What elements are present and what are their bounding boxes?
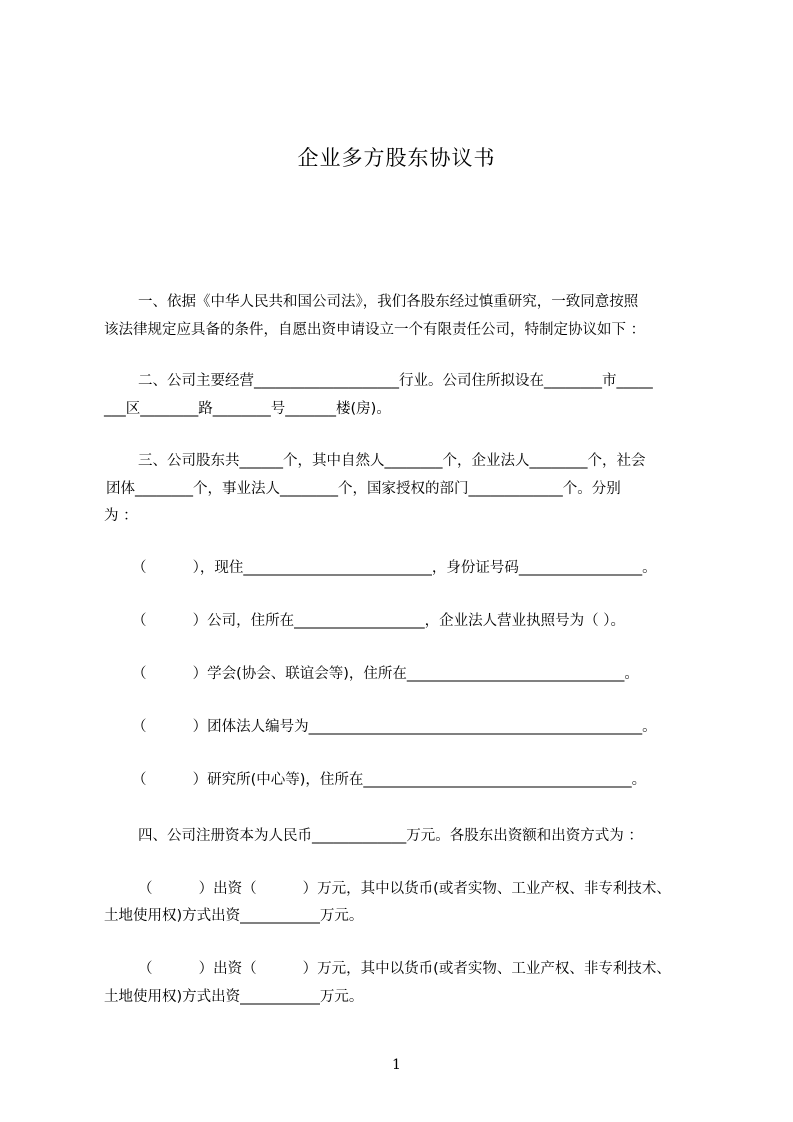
contribution-1-line-2: 土地使用权)方式出资___________万元。 [104,908,364,924]
clause-1-line-1: 一、依据《中华人民共和国公司法》，我们各股东经过慎重研究，一致同意按照 [138,294,639,310]
contribution-2-line-2: 土地使用权)方式出资___________万元。 [104,989,364,1005]
clause-4-line-1: 四、公司注册资本为人民币_____________万元。各股东出资额和出资方式为 ： [138,828,643,844]
clause-1-line-2: 该法律规定应具备的条件，自愿出资申请设立一个有限责任公司，特制定协议如下 ： [104,322,646,338]
clause-2-line-1: 二、公司主要经营____________________行业。公司住所拟设在________市_____ [138,373,653,389]
shareholder-item-institute: （ ）研究所(中心等)，住所在_____________________________________。 [132,772,647,788]
shareholder-item-society: （ ）学会(协会、联谊会等)，住所在______________________________。 [132,666,639,682]
shareholder-item-natural-person: （ ），现住__________________________，身份证号码_________________。 [132,560,657,576]
contribution-2-line-1: （ ）出资（ ）万元，其中以货币(或者实物、工业产权、非专利技术、 [138,961,671,977]
page-number: 1 [392,1057,401,1073]
shareholder-item-company: （ ）公司，住所在__________________，企业法人营业执照号为（ ）。 [132,613,625,629]
shareholder-item-group: （ ）团体法人编号为______________________________________________。 [132,719,657,735]
clause-2-line-2: ___区________路________号_______楼(房)。 [104,401,391,417]
clause-3-line-2: 团体________个，事业法人________个，国家授权的部门_____________个。分别 [106,481,621,497]
clause-3-line-1: 三、公司股东共______个，其中自然人________个，企业法人________个，社会 [138,453,646,469]
clause-3-line-3: 为 ： [104,508,138,524]
document-title: 企业多方股东协议书 [297,146,496,170]
contribution-1-line-1: （ ）出资（ ）万元，其中以货币(或者实物、工业产权、非专利技术、 [138,881,671,897]
